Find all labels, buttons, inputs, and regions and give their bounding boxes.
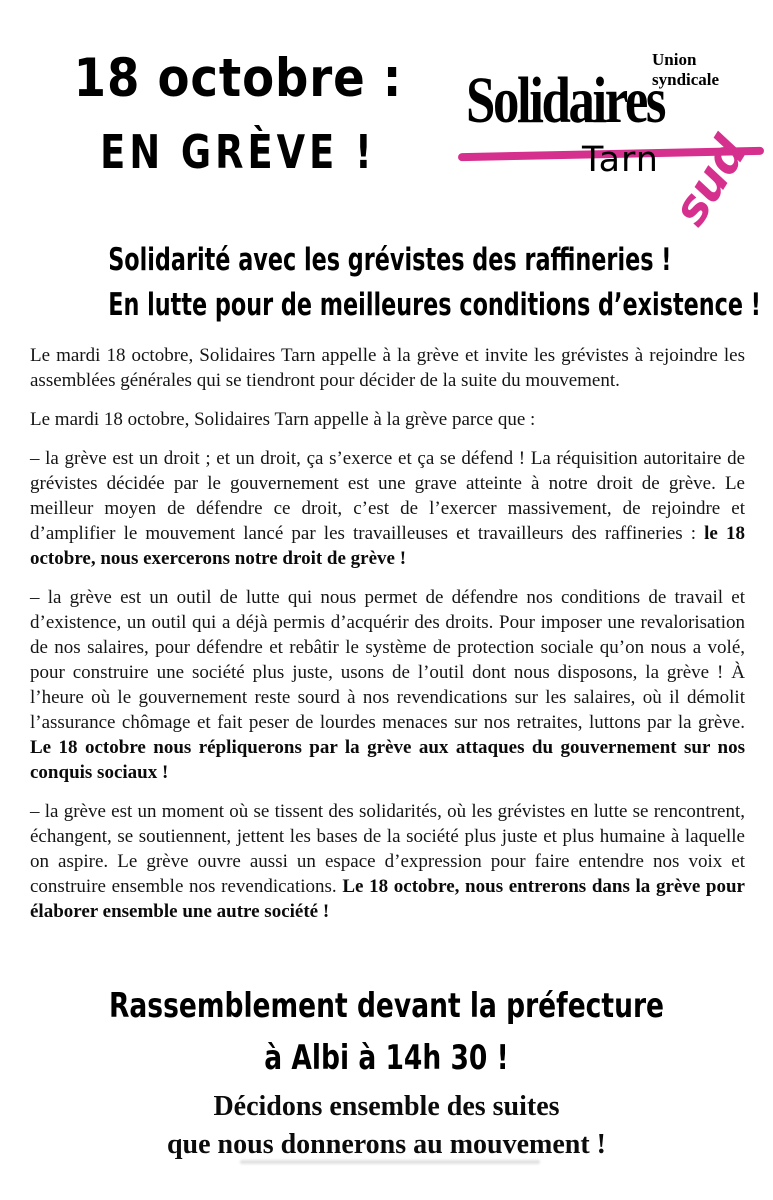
paragraph-moment-of-solidarity-bold: Le 18 octobre, nous entrerons dans la grève pour élaborer ensemble une autre société ! bbox=[30, 876, 745, 922]
header bbox=[0, 0, 773, 240]
paragraph-right-to-strike-bold: le 18 octobre, nous exercerons notre droit de grève ! bbox=[30, 523, 745, 569]
paragraph-tool-of-struggle bbox=[30, 585, 745, 785]
closing-line-1: Décidons ensemble des suites bbox=[213, 1091, 560, 1122]
paragraph-tool-of-struggle-text: – la grève est un outil de lutte qui nous permet de défendre nos conditions de travail et d’existence, un outil qui a déjà permis d’acquérir des droits. Pour imposer une revalorisation de nos salaires, pour défendre et rebâtir le système de protection sociale qu’on nous a volé, pour construire une société plus juste, usons de l’outil dont nous disposons, la grève ! À l’heure où le gouvernement reste sourd à nos revendications sur les salaires, où il démolit l’assurance chômage et fait peser de lourdes menaces sur nos retraites, luttons par la grève. bbox=[30, 587, 745, 733]
closing-call bbox=[0, 1088, 773, 1164]
paragraph-tool-of-struggle-bold: Le 18 octobre nous répliquerons par la grève aux attaques du gouvernement sur nos conquis sociaux ! bbox=[30, 737, 745, 783]
scan-smudge-artifact bbox=[240, 1160, 540, 1164]
main-title bbox=[18, 48, 458, 179]
logo-union-line1: Union bbox=[652, 50, 697, 69]
solidaires-logo bbox=[456, 42, 768, 240]
logo-tarn-label: Tarn bbox=[582, 140, 659, 180]
title-strike-heading: EN GRÈVE ! bbox=[100, 125, 376, 179]
paragraph-call-reason-text: Le mardi 18 octobre, Solidaires Tarn appelle à la grève parce que : bbox=[30, 409, 536, 430]
subtitle-solidarity-line: Solidarité avec les grévistes des raffineries ! bbox=[108, 242, 672, 278]
rally-time-line: à Albi à 14h 30 ! bbox=[264, 1038, 509, 1078]
subtitle bbox=[0, 238, 773, 328]
logo-union-line2: syndicale bbox=[652, 69, 720, 89]
logo-solidaires-wordmark: Solidaires bbox=[466, 64, 665, 137]
closing-line-2: que nous donnerons au mouvement ! bbox=[166, 1129, 607, 1160]
logo-sud-label: sud bbox=[662, 127, 758, 236]
paragraph-intro-text: Le mardi 18 octobre, Solidaires Tarn appelle à la grève et invite les grévistes à rejoindre les assemblées générales qui se tiendront pour décider de la suite du mouvement. bbox=[30, 345, 745, 391]
paragraph-call-reason bbox=[30, 407, 745, 432]
rally-call bbox=[0, 980, 773, 1084]
paragraph-moment-of-solidarity-text: – la grève est un moment où se tissent des solidarités, où les grévistes en lutte se rencontrent, échangent, se soutiennent, jettent les bases de la société plus juste et plus humaine à laquelle on aspire. Le grève ouvre aussi un espace d’expression pour faire entendre nos voix et construire ensemble nos revendications. bbox=[30, 801, 745, 897]
rally-location-line: Rassemblement devant la préfecture bbox=[108, 986, 665, 1026]
paragraph-intro bbox=[30, 343, 745, 393]
paragraph-right-to-strike-text: – la grève est un droit ; et un droit, ça s’exerce et ça se défend ! La réquisition autoritaire de grévistes décidée par le gouvernement est une grave atteinte à notre droit de grève. Le meilleur moyen de défendre ce droit, c’est de l’exercer massivement, de rejoindre et d’amplifier le mouvement lancé par les travailleuses et travailleurs des raffineries : bbox=[30, 448, 745, 544]
body-text bbox=[30, 343, 745, 938]
paragraph-right-to-strike bbox=[30, 446, 745, 571]
title-date-heading: 18 octobre : bbox=[73, 48, 403, 109]
subtitle-struggle-line: En lutte pour de meilleures conditions d’existence ! bbox=[108, 287, 761, 323]
paragraph-moment-of-solidarity bbox=[30, 799, 745, 924]
